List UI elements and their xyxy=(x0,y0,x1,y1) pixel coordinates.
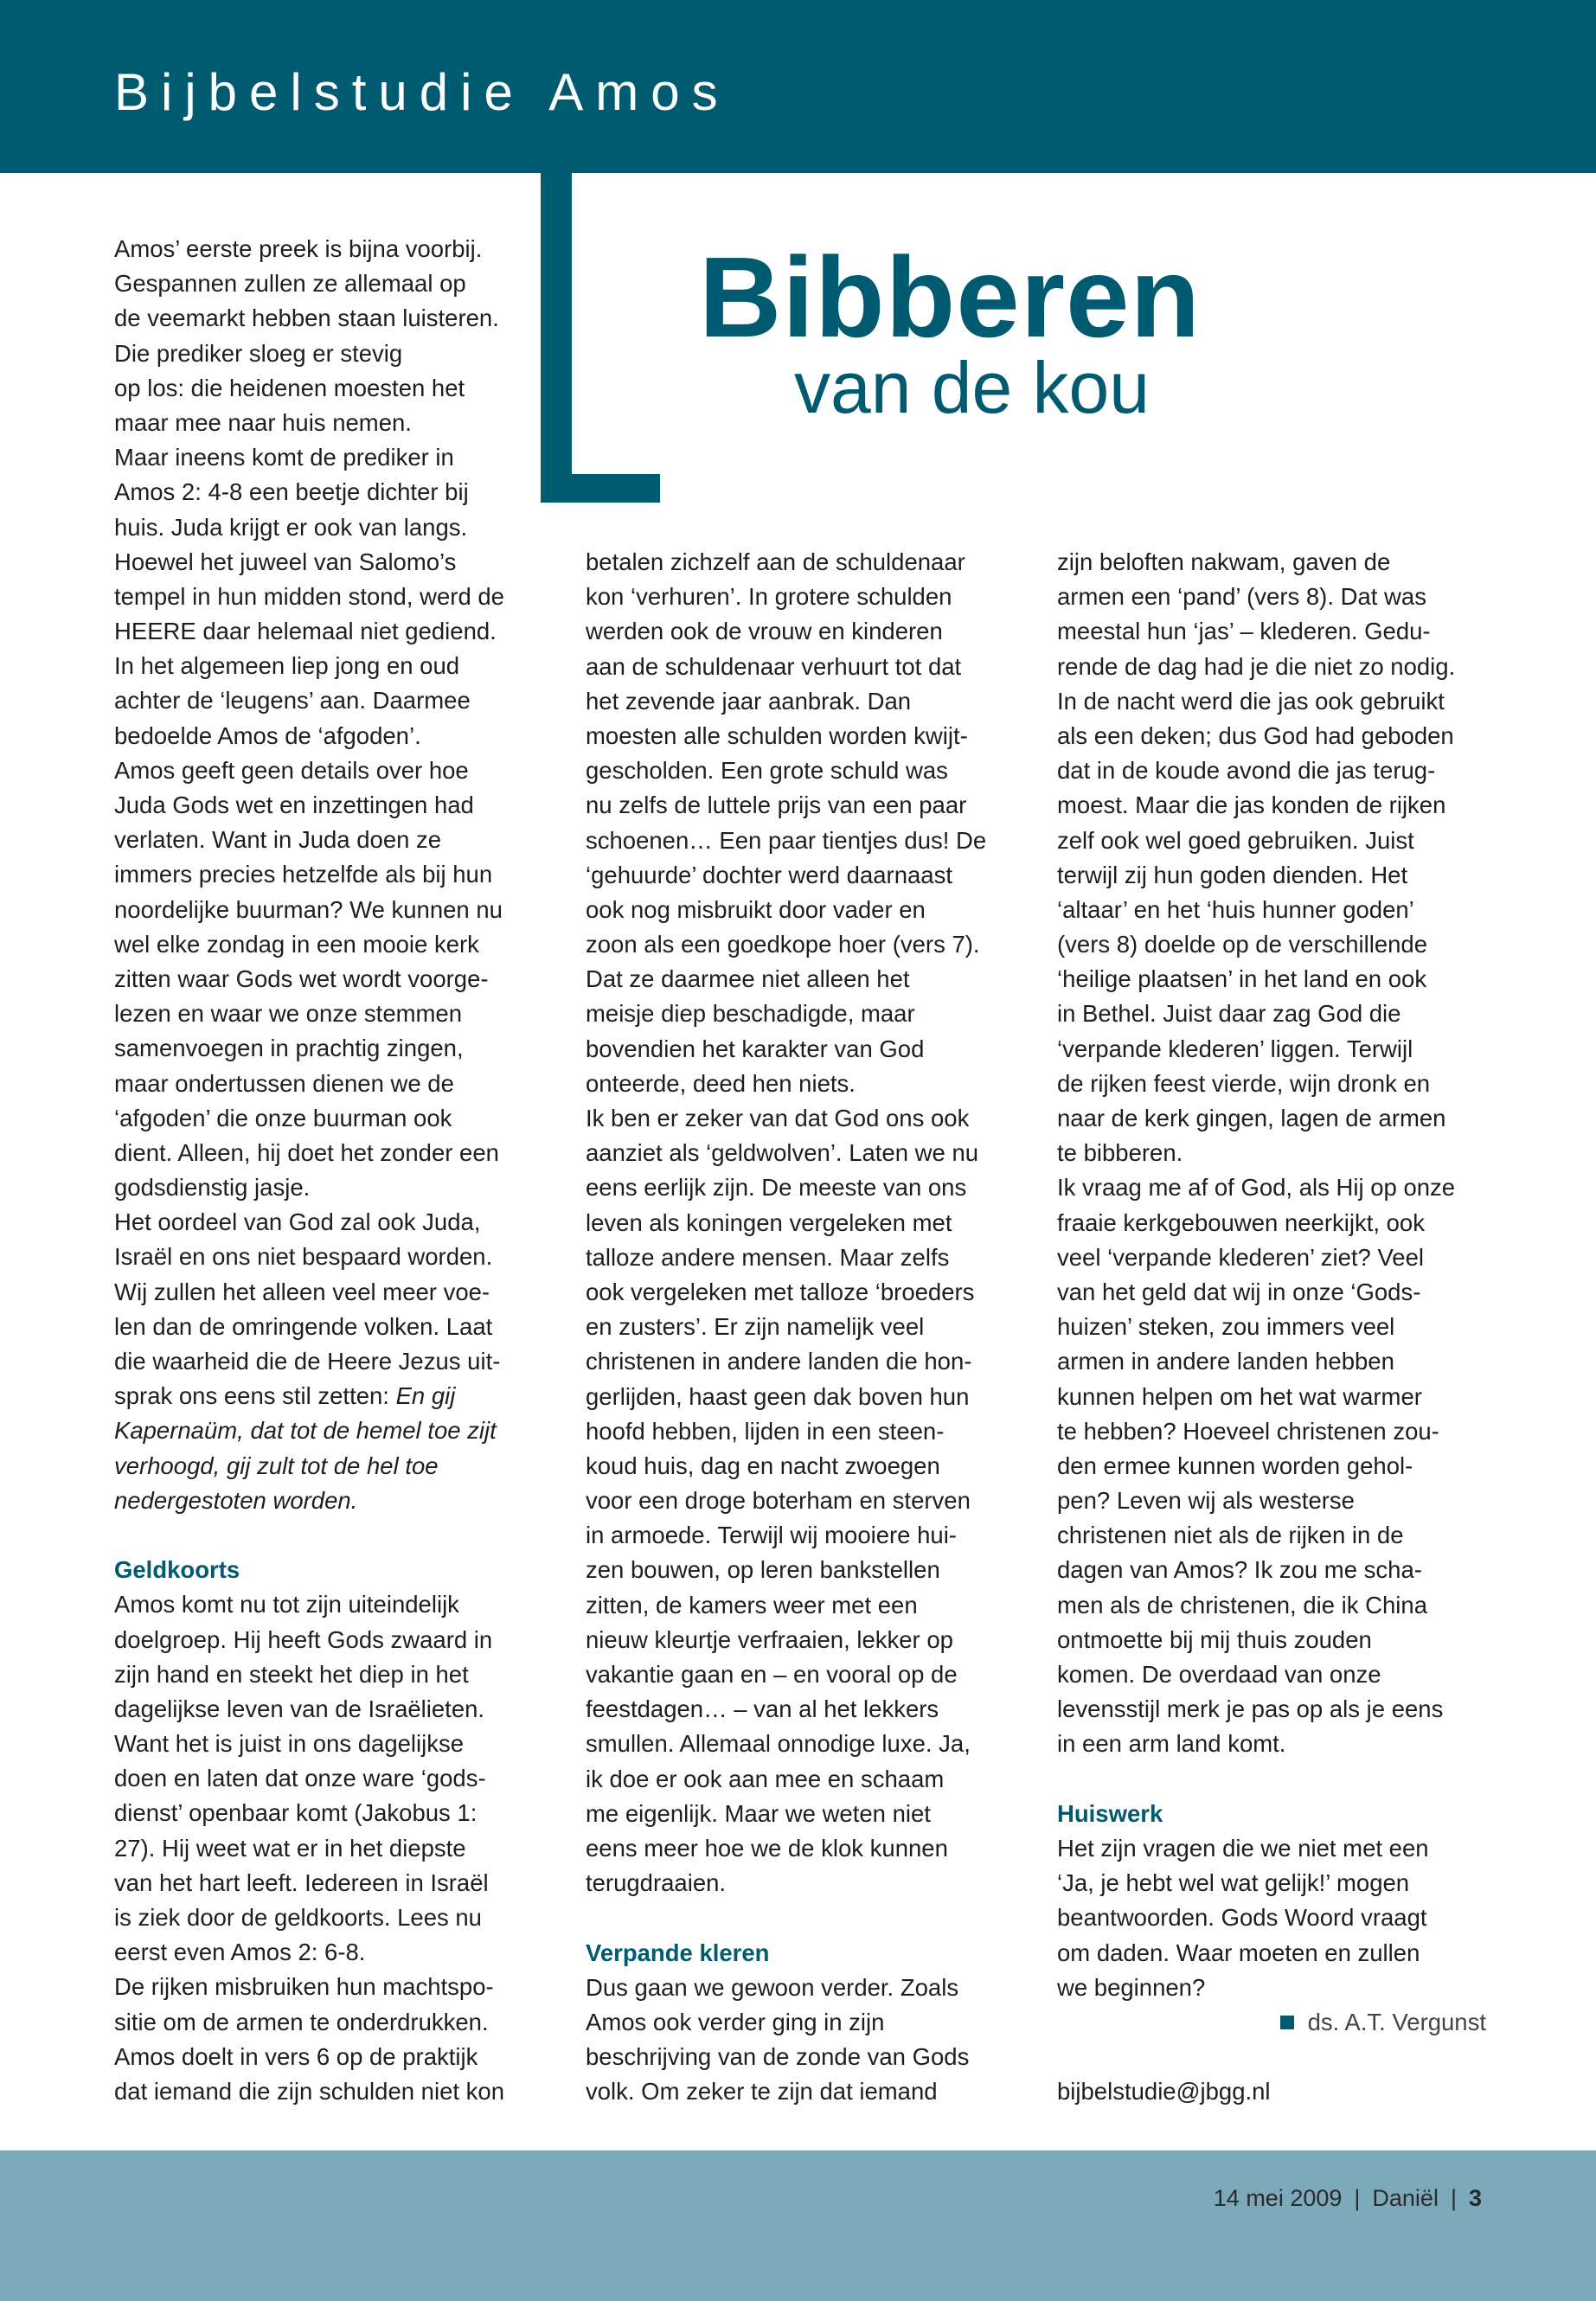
text-run: nu zelfs de luttele prijs van een paar xyxy=(586,792,967,819)
text-line xyxy=(114,510,564,545)
text-line xyxy=(1057,1900,1507,1935)
text-line xyxy=(586,1101,1035,1136)
text-line xyxy=(1057,1623,1507,1657)
text-run: Ik vraag me af of God, als Hij op onze xyxy=(1057,1174,1456,1202)
text-line xyxy=(586,1344,1035,1379)
text-line xyxy=(586,719,1035,753)
text-line xyxy=(114,1831,564,1866)
text-run: is ziek door de geldkoorts. Lees nu xyxy=(114,1904,482,1931)
text-run: ook vergeleken met talloze ‘broeders xyxy=(586,1278,975,1305)
text-line xyxy=(586,893,1035,927)
text-run: Amos 2: 4-8 een beetje dichter bij xyxy=(114,478,469,506)
text-run: koud huis, dag en nacht zwoegen xyxy=(586,1452,940,1479)
text-line xyxy=(586,1067,1035,1101)
text-line xyxy=(114,371,564,406)
text-run: Amos’ eerste preek is bijna voorbij. xyxy=(114,235,483,262)
text-run: om daden. Waar moeten en zullen xyxy=(1057,1939,1420,1966)
text-run: in Bethel. Juist daar zag God die xyxy=(1057,1000,1401,1028)
text-run: dienst’ openbaar komt (Jakobus 1: xyxy=(114,1799,478,1827)
text-line xyxy=(114,823,564,857)
text-run: Het oordeel van God zal ook Juda, xyxy=(114,1208,481,1236)
text-line xyxy=(114,719,564,753)
text-line xyxy=(114,1623,564,1657)
text-run: godsdienstig jasje. xyxy=(114,1174,311,1202)
text-line xyxy=(1057,1692,1507,1727)
text-run: bijbelstudie@jbgg.nl xyxy=(1057,2078,1271,2106)
text-run: zitten, de kamers weer met een xyxy=(586,1591,918,1618)
text-run: gerlijden, haast geen dak boven hun xyxy=(586,1382,970,1410)
text-run: 27). Hij weet wat er in het diepste xyxy=(114,1834,466,1862)
text-run: terugdraaien. xyxy=(586,1869,727,1897)
text-run: Die prediker sloeg er stevig xyxy=(114,339,403,367)
text-run: ‘altaar’ en het ‘huis hunner goden’ xyxy=(1057,895,1414,923)
text-line xyxy=(114,1518,564,1553)
text-run: HEERE daar helemaal niet gediend. xyxy=(114,618,497,645)
text-run: Ik ben er zeker van dat God ons ook xyxy=(586,1105,970,1131)
text-run: de rijken feest vierde, wijn dronk en xyxy=(1057,1069,1431,1097)
text-run: ook nog misbruikt door vader en xyxy=(586,895,926,923)
text-run: onteerde, deed hen niets. xyxy=(586,1069,856,1097)
text-line xyxy=(586,788,1035,823)
text-run: rende de dag had je die niet zo nodig. xyxy=(1057,652,1456,680)
text-run: armen een ‘pand’ (vers 8). Dat was xyxy=(1057,583,1426,611)
text-run: Dus gaan we gewoon verder. Zoals xyxy=(586,1973,959,2001)
text-run: aan de schuldenaar verhuurt tot dat xyxy=(586,652,962,680)
text-run: en zusters’. Er zijn namelijk veel xyxy=(586,1313,925,1341)
text-line xyxy=(114,1205,564,1240)
text-run: Want het is juist in ons dagelijkse xyxy=(114,1730,465,1758)
text-line xyxy=(114,614,564,649)
text-line xyxy=(114,1101,564,1136)
text-run: aanziet als ‘geldwolven’. Laten we nu xyxy=(586,1139,979,1167)
text-run: sitie om de armen te onderdrukken. xyxy=(114,2008,489,2035)
text-line xyxy=(114,301,564,336)
text-line xyxy=(586,1588,1035,1623)
page-footer: 14 mei 2009 | Daniël | 3 xyxy=(1213,2185,1482,2211)
text-run: meisje diep beschadigde, maar xyxy=(586,1000,915,1028)
article-subtitle: van de kou xyxy=(794,347,1150,428)
text-line xyxy=(114,1067,564,1101)
text-line xyxy=(114,753,564,788)
text-run: me eigenlijk. Maar we weten niet xyxy=(586,1799,931,1827)
text-line xyxy=(1057,1101,1507,1136)
text-line xyxy=(586,1518,1035,1553)
text-run: wel elke zondag in een mooie kerk xyxy=(114,930,479,958)
text-line xyxy=(1057,1484,1507,1518)
text-line xyxy=(114,1657,564,1692)
text-run: bovendien het karakter van God xyxy=(586,1035,925,1062)
text-run: Amos geeft geen details over hoe xyxy=(114,756,469,784)
text-line xyxy=(1057,650,1507,684)
text-line xyxy=(1057,1310,1507,1344)
text-run: als een deken; dus God had geboden xyxy=(1057,721,1454,749)
text-run: eerst even Amos 2: 6-8. xyxy=(114,1939,366,1966)
text-run: (vers 8) doelde op de verschillende xyxy=(1057,931,1428,958)
text-run: Amos komt nu tot zijn uiteindelijk xyxy=(114,1591,459,1618)
text-column-3 xyxy=(1057,545,1507,2109)
text-run: die waarheid die de Heere Jezus uit- xyxy=(114,1348,501,1375)
text-run: christenen in andere landen die hon- xyxy=(586,1348,972,1375)
text-line xyxy=(586,1170,1035,1205)
text-line xyxy=(586,1553,1035,1587)
text-run: ‘afgoden’ die onze buurman ook xyxy=(114,1104,452,1131)
text-line xyxy=(586,1380,1035,1414)
text-run: doelgroep. Hij heeft Gods zwaard in xyxy=(114,1625,493,1653)
text-run: op los: die heidenen moesten het xyxy=(114,374,465,401)
text-line xyxy=(1057,1032,1507,1067)
text-column-2 xyxy=(586,545,1035,2109)
text-line xyxy=(114,857,564,892)
text-line xyxy=(114,1170,564,1205)
text-line xyxy=(586,1136,1035,1170)
text-run: huizen’ steken, zou immers veel xyxy=(1057,1313,1395,1341)
text-run: Het zijn vragen die we niet met een xyxy=(1057,1834,1429,1862)
square-bullet-icon xyxy=(1280,2016,1294,2029)
text-run: Hoewel het juweel van Salomo’s xyxy=(114,548,457,575)
text-line xyxy=(586,1692,1035,1727)
text-run: naar de kerk gingen, lagen de armen xyxy=(1057,1105,1446,1131)
text-run: Amos doelt in vers 6 op de praktijk xyxy=(114,2042,478,2070)
text-line xyxy=(586,2040,1035,2074)
text-line xyxy=(114,440,564,475)
text-line xyxy=(1057,997,1507,1031)
text-line xyxy=(114,1796,564,1830)
text-run: gescholden. Een grote schuld was xyxy=(586,757,948,785)
text-line xyxy=(586,1032,1035,1067)
text-run: zijn beloften nakwam, gaven de xyxy=(1057,548,1391,575)
text-line xyxy=(1057,962,1507,997)
text-line xyxy=(114,1970,564,2004)
text-run: dagen van Amos? Ik zou me scha- xyxy=(1057,1556,1422,1584)
text-run: eens meer hoe we de klok kunnen xyxy=(586,1834,948,1862)
text-run: smullen. Allemaal onnodige luxe. Ja, xyxy=(586,1730,971,1758)
text-run: dient. Alleen, hij doet het zonder een xyxy=(114,1138,499,1166)
text-run: Verpande kleren xyxy=(586,1939,770,1966)
text-line xyxy=(586,1727,1035,1761)
text-line xyxy=(1057,927,1507,962)
text-run: len dan de omringende volken. Laat xyxy=(114,1312,493,1340)
text-line xyxy=(1057,2074,1507,2109)
text-line xyxy=(114,545,564,580)
text-run: in armoede. Terwijl wij mooiere hui- xyxy=(586,1522,957,1549)
text-run: betalen zichzelf aan de schuldenaar xyxy=(586,548,965,575)
text-run: kon ‘verhuren’. In grotere schulden xyxy=(586,583,952,611)
text-line xyxy=(586,1240,1035,1275)
text-run: beantwoorden. Gods Woord vraagt xyxy=(1057,1904,1427,1932)
text-run: dat iemand die zijn schulden niet kon xyxy=(114,2077,504,2105)
text-line xyxy=(1057,1414,1507,1449)
text-run: te hebben? Hoeveel christenen zou- xyxy=(1057,1417,1439,1445)
text-run: van het hart leeft. Iedereen in Israël xyxy=(114,1868,489,1896)
text-line xyxy=(114,232,564,266)
text-line xyxy=(1057,893,1507,927)
text-line xyxy=(114,1692,564,1727)
issue-date: 14 mei 2009 xyxy=(1213,2185,1343,2211)
text-run: De rijken misbruiken hun machtspo- xyxy=(114,1973,494,2001)
text-line xyxy=(586,1831,1035,1866)
text-run: in een arm land komt. xyxy=(1057,1730,1286,1758)
text-run: ‘heilige plaatsen’ in het land en ook xyxy=(1057,965,1427,993)
text-line xyxy=(1057,1553,1507,1587)
text-line xyxy=(586,753,1035,788)
text-line xyxy=(114,1761,564,1796)
text-run: beschrijving van de zonde van Gods xyxy=(586,2043,970,2071)
text-run: moest. Maar die jas konden de rijken xyxy=(1057,792,1446,819)
text-line xyxy=(586,1797,1035,1831)
text-run: komen. De overdaad van onze xyxy=(1057,1661,1381,1688)
text-run: Juda Gods wet en inzettingen had xyxy=(114,792,474,818)
text-line xyxy=(114,1275,564,1310)
author-signature xyxy=(1057,2005,1507,2040)
text-line xyxy=(586,1310,1035,1344)
text-line xyxy=(1057,1971,1507,2005)
text-run: het zevende jaar aanbrak. Dan xyxy=(586,687,912,715)
text-run: pen? Leven wij als westerse xyxy=(1057,1487,1355,1515)
text-line xyxy=(586,997,1035,1031)
text-line xyxy=(1057,1206,1507,1240)
text-run: In de nacht werd die jas ook gebruikt xyxy=(1057,687,1445,715)
text-line xyxy=(1057,545,1507,580)
text-run: immers precies hetzelfde als bij hun xyxy=(114,861,493,888)
text-run: lezen en waar we onze stemmen xyxy=(114,1000,463,1028)
italic-quote-run: En gij xyxy=(395,1382,456,1410)
text-line xyxy=(114,1484,564,1518)
text-run: volk. Om zeker te zijn dat iemand xyxy=(586,2078,938,2106)
text-line xyxy=(586,1206,1035,1240)
text-line xyxy=(586,614,1035,649)
text-line xyxy=(1057,1240,1507,1275)
text-line xyxy=(1057,1518,1507,1553)
text-run: tempel in hun midden stond, werd de xyxy=(114,582,504,610)
text-line xyxy=(1057,1136,1507,1170)
text-line xyxy=(1057,1380,1507,1414)
text-run: hoofd hebben, lijden in een steen- xyxy=(586,1417,945,1445)
text-line xyxy=(586,2074,1035,2109)
text-line xyxy=(114,1449,564,1484)
text-line xyxy=(586,650,1035,684)
text-line xyxy=(114,1935,564,1970)
text-line xyxy=(114,1413,564,1448)
text-run: fraaie kerkgebouwen neerkijkt, ook xyxy=(1057,1208,1425,1236)
text-run: Gespannen zullen ze allemaal op xyxy=(114,270,466,298)
text-line xyxy=(1057,858,1507,893)
text-line xyxy=(1057,1344,1507,1379)
text-line xyxy=(586,1414,1035,1449)
text-line xyxy=(586,1900,1035,1935)
text-run: Maar ineens komt de prediker in xyxy=(114,444,454,471)
text-line xyxy=(586,580,1035,614)
text-line xyxy=(1057,824,1507,858)
text-line xyxy=(114,406,564,440)
text-run: talloze andere mensen. Maar zelfs xyxy=(586,1243,950,1271)
section-heading xyxy=(114,1553,564,1587)
text-run: voor een droge boterham en sterven xyxy=(586,1487,971,1515)
text-line xyxy=(586,1657,1035,1692)
magazine-name: Daniël xyxy=(1372,2185,1439,2211)
text-run: dat in de koude avond die jas terug- xyxy=(1057,757,1436,785)
section-heading xyxy=(586,1936,1035,1971)
text-run: verlaten. Want in Juda doen ze xyxy=(114,826,442,854)
text-line xyxy=(114,266,564,301)
text-line xyxy=(1057,1449,1507,1484)
text-run: de veemarkt hebben staan luisteren. xyxy=(114,304,499,332)
text-run: terwijl zij hun goden dienden. Het xyxy=(1057,861,1408,888)
text-run: Wij zullen het alleen veel meer voe- xyxy=(114,1278,490,1305)
text-line xyxy=(586,1449,1035,1484)
text-line xyxy=(114,1240,564,1274)
text-line xyxy=(114,1866,564,1900)
text-line xyxy=(586,684,1035,719)
text-run: levensstijl merk je pas op als je eens xyxy=(1057,1695,1444,1723)
text-line xyxy=(1057,1762,1507,1797)
text-column-1 xyxy=(114,232,564,2109)
text-run: eens eerlijk zijn. De meeste van ons xyxy=(586,1174,967,1202)
text-line xyxy=(586,545,1035,580)
section-heading xyxy=(1057,1797,1507,1831)
text-run: nedergestoten worden. xyxy=(114,1486,358,1514)
text-line xyxy=(1057,1727,1507,1761)
text-run: leven als koningen vergeleken met xyxy=(586,1208,952,1236)
text-run: Amos ook verder ging in zijn xyxy=(586,2008,885,2035)
text-run: veel ‘verpande klederen’ ziet? Veel xyxy=(1057,1243,1424,1271)
text-run: ds. A.T. Vergunst xyxy=(1307,2008,1486,2035)
text-run: ‘Ja, je hebt wel wat gelijk!’ mogen xyxy=(1057,1869,1410,1897)
text-line xyxy=(1057,1657,1507,1692)
text-run: zijn hand en steekt het diep in het xyxy=(114,1660,469,1688)
text-run: Israël en ons niet bespaard worden. xyxy=(114,1243,493,1271)
text-line xyxy=(586,962,1035,997)
text-line xyxy=(586,1762,1035,1797)
text-line xyxy=(1057,1275,1507,1310)
text-run: doen en laten dat onze ware ‘gods- xyxy=(114,1765,486,1792)
text-run: samenvoegen in prachtig zingen, xyxy=(114,1035,464,1062)
text-line xyxy=(114,2005,564,2040)
text-run: zelf ook wel goed gebruiken. Juist xyxy=(1057,826,1414,854)
text-run: Geldkoorts xyxy=(114,1556,240,1584)
text-line xyxy=(1057,580,1507,614)
text-line xyxy=(586,927,1035,962)
text-run: maar mee naar huis nemen. xyxy=(114,408,412,436)
section-title: Bijbelstudie Amos xyxy=(114,63,730,121)
text-run: Kapernaüm, dat tot de hemel toe zijt xyxy=(114,1417,497,1445)
text-line xyxy=(114,2040,564,2074)
text-line xyxy=(1057,614,1507,649)
text-line xyxy=(1057,1067,1507,1101)
text-run: sprak ons eens stil zetten: xyxy=(114,1382,396,1410)
text-line xyxy=(114,336,564,371)
text-line xyxy=(114,1900,564,1935)
text-line xyxy=(114,1136,564,1170)
text-run: armen in andere landen hebben xyxy=(1057,1348,1394,1375)
text-line xyxy=(114,2074,564,2109)
text-run: ‘verpande klederen’ liggen. Terwijl xyxy=(1057,1035,1413,1062)
text-line xyxy=(114,927,564,962)
text-run: zitten waar Gods wet wordt voorge- xyxy=(114,965,489,992)
text-line xyxy=(114,788,564,823)
text-line xyxy=(1057,2040,1507,2074)
page-number: 3 xyxy=(1468,2185,1482,2211)
text-run: schoenen… Een paar tientjes dus! De xyxy=(586,826,987,854)
text-line xyxy=(114,1727,564,1761)
text-run: maar ondertussen dienen we de xyxy=(114,1069,454,1097)
text-run: nieuw kleurtje verfraaien, lekker op xyxy=(586,1625,953,1653)
text-line xyxy=(1057,1170,1507,1205)
text-line xyxy=(586,1275,1035,1310)
article-title: Bibberen xyxy=(699,234,1202,361)
text-line xyxy=(114,1310,564,1344)
text-run: christenen niet als de rijken in de xyxy=(1057,1522,1404,1549)
text-line xyxy=(586,2005,1035,2040)
text-line xyxy=(1057,753,1507,788)
text-line xyxy=(114,475,564,510)
text-run: In het algemeen liep jong en oud xyxy=(114,652,460,680)
text-run: huis. Juda krijgt er ook van langs. xyxy=(114,513,468,541)
text-run: moesten alle schulden worden kwijt- xyxy=(586,721,968,749)
text-run: te bibberen. xyxy=(1057,1139,1183,1167)
header-band xyxy=(0,0,1596,173)
text-line xyxy=(114,683,564,718)
text-run: kunnen helpen om het wat warmer xyxy=(1057,1382,1422,1410)
text-line xyxy=(114,1587,564,1622)
text-line xyxy=(1057,1936,1507,1971)
text-line xyxy=(114,1379,564,1413)
text-line xyxy=(114,649,564,683)
text-run: noordelijke buurman? We kunnen nu xyxy=(114,895,503,923)
text-line xyxy=(1057,1831,1507,1866)
text-run: ‘gehuurde’ dochter werd daarnaast xyxy=(586,861,952,888)
text-line xyxy=(1057,788,1507,823)
text-run: zoon als een goedkope hoer (vers 7). xyxy=(586,931,980,958)
text-run: we beginnen? xyxy=(1057,1973,1206,2001)
footer-band xyxy=(0,2150,1596,2301)
text-run: feestdagen… – van al het lekkers xyxy=(586,1695,939,1723)
text-line xyxy=(586,1623,1035,1657)
text-run: vakantie gaan en – en vooral op de xyxy=(586,1661,958,1688)
text-line xyxy=(1057,719,1507,753)
text-run: ontmoette bij mij thuis zouden xyxy=(1057,1625,1372,1653)
text-line xyxy=(1057,684,1507,719)
text-line xyxy=(114,962,564,997)
text-line xyxy=(586,1971,1035,2005)
text-run: dagelijkse leven van de Israëlieten. xyxy=(114,1695,485,1722)
text-run: verhoogd, gij zult tot de hel toe xyxy=(114,1452,439,1479)
text-line xyxy=(1057,1588,1507,1623)
text-run: achter de ‘leugens’ aan. Daarmee xyxy=(114,687,471,715)
text-run: den ermee kunnen worden gehol- xyxy=(1057,1452,1413,1479)
text-run: men als de christenen, die ik China xyxy=(1057,1591,1428,1618)
text-run: Huiswerk xyxy=(1057,1799,1163,1827)
text-run: zen bouwen, op leren bankstellen xyxy=(586,1556,940,1584)
text-line xyxy=(1057,1866,1507,1900)
text-run: ik doe er ook aan mee en schaam xyxy=(586,1765,945,1792)
text-run: Dat ze daarmee niet alleen het xyxy=(586,965,910,993)
text-line xyxy=(114,1344,564,1379)
text-run: bedoelde Amos de ‘afgoden’. xyxy=(114,721,421,749)
text-run: van het geld dat wij in onze ‘Gods- xyxy=(1057,1278,1421,1305)
text-line xyxy=(586,858,1035,893)
text-line xyxy=(586,824,1035,858)
text-line xyxy=(114,893,564,927)
text-line xyxy=(586,1866,1035,1900)
text-run: meestal hun ‘jas’ – klederen. Gedu- xyxy=(1057,618,1431,645)
text-line xyxy=(586,1484,1035,1518)
text-line xyxy=(114,997,564,1031)
text-line xyxy=(114,580,564,614)
text-run: werden ook de vrouw en kinderen xyxy=(586,618,943,645)
text-line xyxy=(114,1031,564,1066)
